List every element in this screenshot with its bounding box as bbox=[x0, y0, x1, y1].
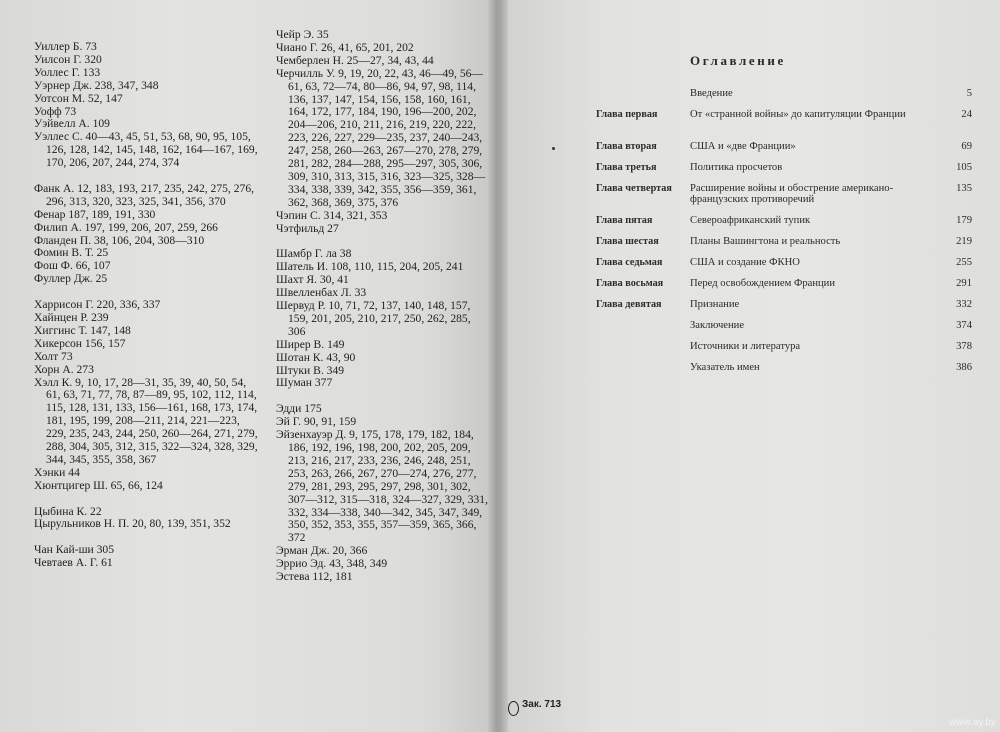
index-entry: Швелленбах Л. 33 bbox=[276, 286, 367, 300]
toc-entry-text: Североафриканский тупик bbox=[690, 215, 811, 226]
index-entry: Чэтфильд 27 bbox=[276, 221, 339, 235]
toc-row bbox=[596, 257, 980, 278]
index-column-1 bbox=[34, 41, 262, 570]
toc-page-number: 105 bbox=[956, 162, 972, 173]
index-entry: Хэнки 44 bbox=[34, 465, 80, 479]
toc-chapter-label: Глава девятая bbox=[596, 299, 662, 310]
toc-entry-text: Указатель имен bbox=[690, 362, 760, 373]
toc-chapter-label: Глава восьмая bbox=[596, 278, 664, 289]
toc-row bbox=[596, 141, 980, 162]
toc-entry-text: Введение bbox=[690, 88, 733, 99]
toc-entry-text: Заключение bbox=[690, 320, 745, 331]
index-entry: Эй Г. 90, 91, 159 bbox=[276, 415, 357, 429]
table-of-contents bbox=[596, 88, 980, 383]
index-entry: Фенар 187, 189, 191, 330 bbox=[34, 207, 156, 221]
toc-page-number: 135 bbox=[956, 183, 972, 194]
index-entry: Уэллес С. 40—43, 45, 51, 53, 68, 90, 95, 105, 126, 128, 142, 145, 148, 162, 164—167, 169, 170, 206, 207, 244, 274, 374 bbox=[34, 130, 258, 170]
index-entry: Фуллер Дж. 25 bbox=[34, 272, 108, 286]
index-entry: Штуки В. 349 bbox=[276, 363, 345, 377]
index-entry: Хайнцен Р. 239 bbox=[34, 311, 109, 324]
toc-entry-text: США и создание ФКНО bbox=[690, 257, 800, 268]
index-entry: Фош Ф. 66, 107 bbox=[34, 259, 111, 273]
toc-page-number: 332 bbox=[956, 299, 972, 310]
index-entry: Эдди 175 bbox=[276, 402, 322, 416]
index-entry: Уоллес Г. 133 bbox=[34, 65, 101, 79]
toc-chapter-label: Глава четвертая bbox=[596, 183, 672, 194]
index-entry: Уиллер Б. 73 bbox=[34, 40, 97, 53]
toc-entry-text: Расширение войны и обострение американо-французских противоречий bbox=[690, 183, 894, 205]
toc-page-number: 219 bbox=[956, 236, 972, 247]
toc-row bbox=[596, 109, 980, 141]
index-entry: Фомин В. Т. 25 bbox=[34, 246, 109, 260]
toc-page-number: 5 bbox=[966, 88, 972, 99]
index-entry: Эррио Эд. 43, 348, 349 bbox=[276, 557, 388, 571]
toc-page-number: 24 bbox=[961, 109, 972, 120]
toc-row bbox=[596, 88, 980, 109]
toc-chapter-label: Глава седьмая bbox=[596, 257, 663, 268]
toc-row bbox=[596, 320, 980, 341]
index-entry: Эстева 112, 181 bbox=[276, 570, 353, 584]
index-entry: Хэлл К. 9, 10, 17, 28—31, 35, 39, 40, 50, 54, 61, 63, 71, 77, 78, 87—89, 95, 102, 112, 114, 115, 128, 131, 133, 156—161, 168, 173, 174, 181, 195, 199, 208—211, 214, 221—223, 229, 235, 243, 244, 250, 260—264, 271, 279, 288, 304, 305, 312, 315, 322—324, 328, 329, 344, 345, 355, 358, 367 bbox=[34, 375, 258, 466]
index-entry: Уилсон Г. 320 bbox=[34, 52, 102, 66]
order-number: Зак. 713 bbox=[522, 699, 562, 710]
index-entry: Хикерсон 156, 157 bbox=[34, 336, 126, 350]
toc-row bbox=[596, 215, 980, 236]
toc-chapter-label: Глава пятая bbox=[596, 215, 653, 226]
index-entry: Уэрнер Дж. 238, 347, 348 bbox=[34, 78, 159, 92]
index-entry: Шахт Я. 30, 41 bbox=[276, 273, 349, 287]
toc-entry-text: От «странной войны» до капитуляции Франции bbox=[690, 109, 906, 120]
toc-row bbox=[596, 162, 980, 183]
toc-title: Оглавление bbox=[690, 53, 786, 68]
index-gap bbox=[34, 493, 262, 506]
index-entry: Хиггинс Т. 147, 148 bbox=[34, 323, 131, 337]
index-entry: Чемберлен Н. 25—27, 34, 43, 44 bbox=[276, 53, 434, 67]
toc-chapter-label: Глава первая bbox=[596, 109, 658, 120]
toc-page-number: 374 bbox=[956, 320, 972, 331]
toc-page-number: 378 bbox=[956, 341, 972, 352]
index-entry: Шатель И. 108, 110, 115, 204, 205, 241 bbox=[276, 260, 464, 274]
toc-chapter-label: Глава третья bbox=[596, 162, 657, 173]
toc-entry-text: Источники и литература bbox=[690, 341, 801, 352]
index-column-2 bbox=[276, 29, 490, 584]
toc-page-number: 386 bbox=[956, 362, 972, 373]
toc-entry-text: Политика просчетов bbox=[690, 162, 783, 173]
toc-page-number: 255 bbox=[956, 257, 972, 268]
index-entry: Уофф 73 bbox=[34, 104, 77, 118]
toc-row bbox=[596, 278, 980, 299]
index-entry: Харрисон Г. 220, 336, 337 bbox=[34, 298, 161, 312]
index-entry: Шотан К. 43, 90 bbox=[276, 350, 356, 364]
index-entry: Филип А. 197, 199, 206, 207, 259, 266 bbox=[34, 220, 218, 234]
index-entry: Шуман 377 bbox=[276, 376, 333, 390]
toc-row bbox=[596, 362, 980, 383]
index-entry: Чэпин С. 314, 321, 353 bbox=[276, 208, 388, 222]
index-entry: Уотсон М. 52, 147 bbox=[34, 91, 123, 105]
index-entry: Эйзенхауэр Д. 9, 175, 178, 179, 182, 184, 186, 192, 196, 198, 200, 202, 205, 209, 213, 216, 217, 233, 236, 246, 248, 251, 253, 263, 266, 267, 270—274, 276, 277, 279, 281, 293, 295, 297, 298, 301, 302, 307—312, 315—318, 324—327, 329, 331, 332, 334—338, 340—342, 345, 347, 349, 350, 352, 353, 355, 357—359, 365, 366, 372 bbox=[276, 428, 488, 545]
left-page bbox=[0, 0, 495, 732]
toc-entry-text: США и «две Франции» bbox=[690, 141, 796, 152]
toc-row bbox=[596, 236, 980, 257]
index-entry: Фанк А. 12, 183, 193, 217, 235, 242, 275, 276, 296, 313, 320, 323, 325, 341, 356, 370 bbox=[34, 181, 255, 208]
index-entry: Холт 73 bbox=[34, 349, 73, 363]
index-entry: Цырульников Н. П. 20, 80, 139, 351, 352 bbox=[34, 517, 231, 531]
index-entry: Хорн А. 273 bbox=[34, 362, 94, 376]
toc-page-number: 69 bbox=[961, 141, 972, 152]
index-entry: Ширер В. 149 bbox=[276, 337, 345, 351]
toc-page-number: 291 bbox=[956, 278, 972, 289]
ink-speck bbox=[552, 147, 555, 150]
index-entry: Чиано Г. 26, 41, 65, 201, 202 bbox=[276, 40, 414, 54]
toc-chapter-label: Глава шестая bbox=[596, 236, 659, 247]
index-entry: Чан Кай-ши 305 bbox=[34, 543, 114, 557]
index-entry: Цыбина К. 22 bbox=[34, 504, 102, 518]
toc-chapter-label: Глава вторая bbox=[596, 141, 657, 152]
watermark: www.ay.by bbox=[948, 717, 996, 728]
toc-entry-text: Планы Вашингтона и реальность bbox=[690, 236, 841, 247]
index-entry: Фланден П. 38, 106, 204, 308—310 bbox=[34, 233, 205, 247]
toc-row bbox=[596, 299, 980, 320]
index-entry: Черчилль У. 9, 19, 20, 22, 43, 46—49, 56—61, 63, 72—74, 80—86, 94, 97, 98, 114, 136, 137, 147, 154, 156, 158, 160, 161, 164, 172, 177, 184, 190, 196—200, 202, 204—206, 210, 211, 216, 219, 220, 222, 223, 226, 227, 229—235, 237, 240—243, 247, 258, 260—263, 267—270, 278, 279, 281, 282, 284—288, 295—297, 305, 306, 309, 310, 313, 315, 316, 323—325, 328—334, 338, 339, 342, 355, 356—359, 361, 362, 368, 369, 375, 376 bbox=[276, 66, 486, 209]
index-entry: Уэйвелл А. 109 bbox=[34, 117, 110, 131]
toc-row bbox=[596, 341, 980, 362]
circle-mark-icon bbox=[508, 701, 519, 716]
toc-row bbox=[596, 183, 980, 215]
index-entry: Шамбр Г. ла 38 bbox=[276, 247, 352, 261]
index-entry: Шервуд Р. 10, 71, 72, 137, 140, 148, 157, 159, 201, 205, 210, 217, 250, 262, 285, 306 bbox=[276, 299, 471, 338]
index-entry: Чевтаев А. Г. 61 bbox=[34, 556, 113, 570]
toc-page-number: 179 bbox=[956, 215, 972, 226]
toc-entry-text: Признание bbox=[690, 299, 740, 310]
index-entry: Эрман Дж. 20, 366 bbox=[276, 544, 368, 558]
book-spine-gutter bbox=[488, 0, 510, 732]
toc-entry-text: Перед освобождением Франции bbox=[690, 278, 836, 289]
index-entry: Чейр Э. 35 bbox=[276, 28, 329, 41]
index-entry: Хюнтцигер Ш. 65, 66, 124 bbox=[34, 478, 163, 492]
